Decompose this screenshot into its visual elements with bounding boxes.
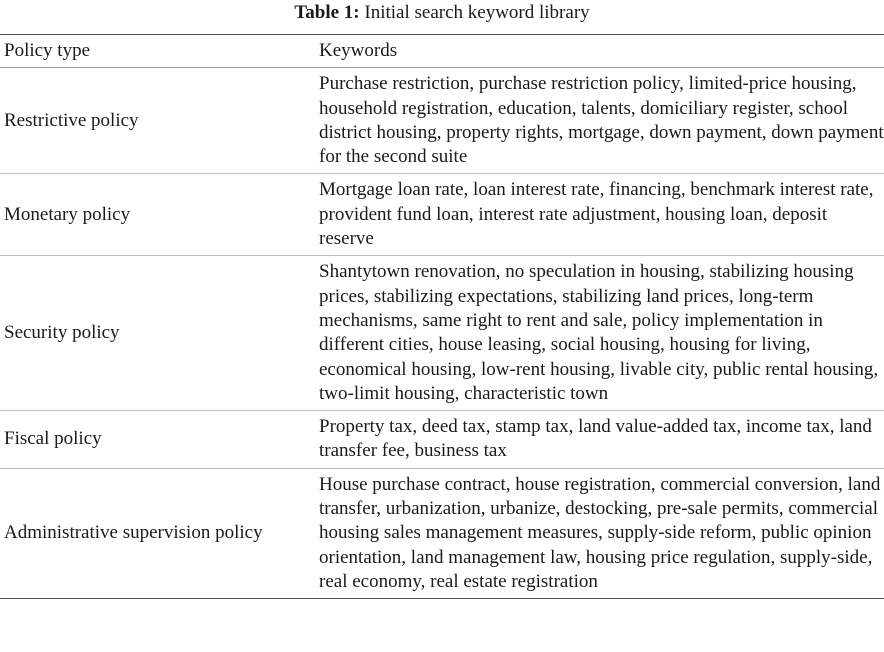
header-policy-type: Policy type [4,40,91,61]
policy-type-cell: Restrictive policy [4,109,139,131]
policy-type-cell: Monetary policy [4,203,131,225]
keywords-cell: Shantytown renovation, no speculation in housing, stabilizing housing prices, stabilizing expectations, stabilizing land prices, long-term mechanisms, same right to rent and sale, policy implementation in different cities, house leasing, social housing, housing for living, economical housing, low-rent housing, livable city, public rental housing, two-limit housing, characteristic town [319,261,879,404]
table-caption-label: Table 1: [294,2,360,23]
keywords-cell: Purchase restriction, purchase restriction policy, limited-price housing, household registration, education, talents, domiciliary register, school district housing, property rights, mortgage, down payment, down payment for the second suite [319,73,884,168]
policy-type-cell: Security policy [4,322,120,344]
keywords-cell: House purchase contract, house registration, commercial conversion, land transfer, urbanization, urbanize, destocking, pre-sale permits, commercial housing sales management measures, supply-side reform, public opinion orientation, land management law, housing price regulation, supply-side, real economy, real estate registration [319,473,881,592]
table-header-row [0,35,884,68]
table-row [0,411,884,469]
table-caption-text: Initial search keyword library [364,2,590,23]
table-caption [0,2,884,24]
policy-type-cell: Administrative supervision policy [4,522,263,544]
keywords-cell: Property tax, deed tax, stamp tax, land value-added tax, income tax, land transfer fee, business tax [319,416,872,462]
table-row [0,256,884,411]
table-row [0,174,884,256]
table-row [0,468,884,598]
header-keywords: Keywords [319,40,398,61]
policy-type-cell: Fiscal policy [4,428,102,450]
table-row [0,68,884,174]
keyword-table [0,34,884,599]
keywords-cell: Mortgage loan rate, loan interest rate, financing, benchmark interest rate, provident fund loan, interest rate adjustment, housing loan, deposit reserve [319,179,874,250]
